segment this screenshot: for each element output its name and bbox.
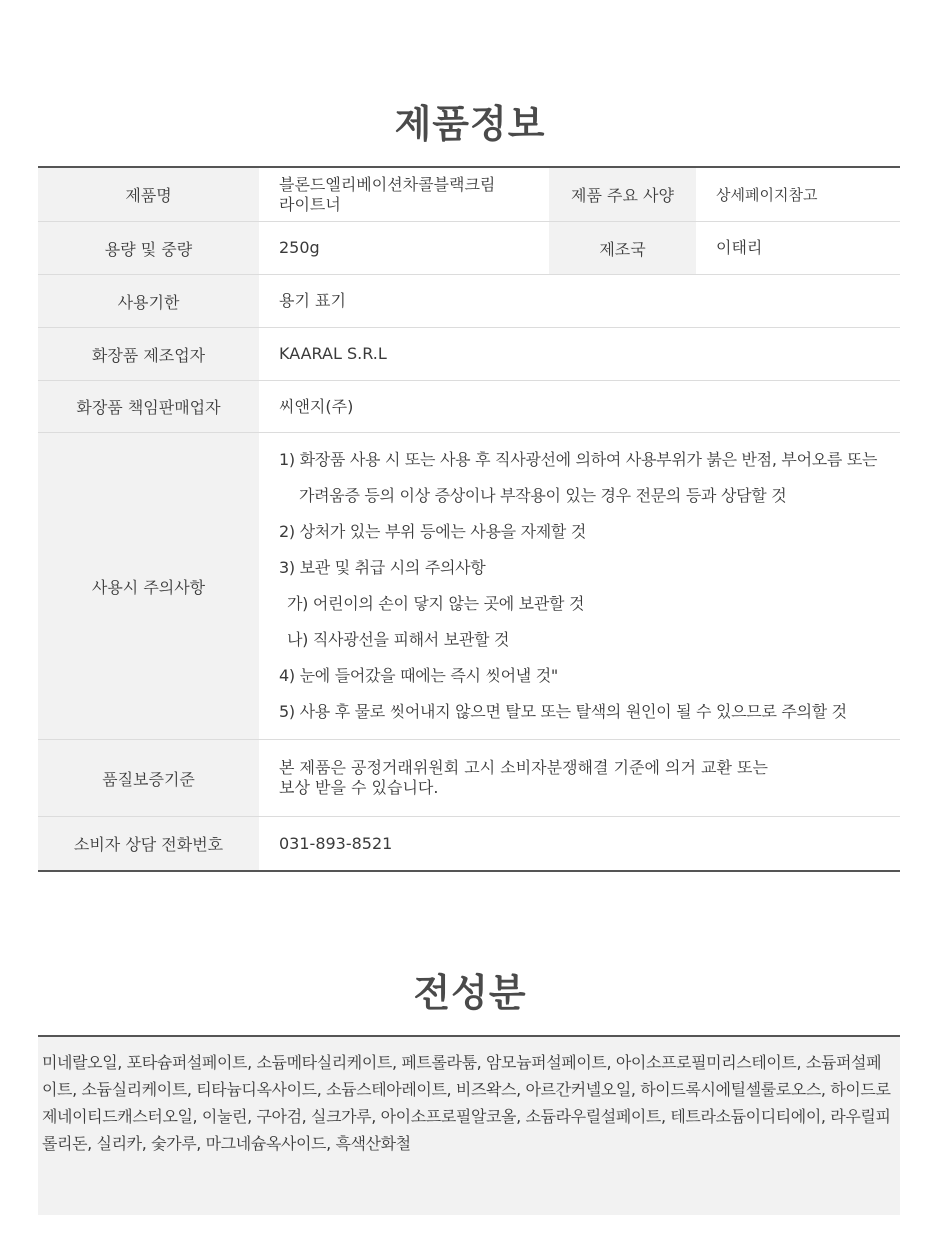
phone-value: 031-893-8521 (279, 833, 393, 853)
caution-line: 3) 보관 및 취급 시의 주의사항 (279, 558, 486, 577)
caution-label: 사용시 주의사항 (38, 433, 259, 739)
table-row (38, 433, 900, 740)
caution-list (259, 433, 900, 739)
product-info-table (38, 166, 900, 872)
product-info-title: 제품정보 (394, 102, 546, 146)
origin-label: 제조국 (549, 222, 696, 274)
caution-line: 가) 어린이의 손이 닿지 않는 곳에 보관할 것 (287, 594, 585, 613)
expiry-label: 사용기한 (38, 275, 259, 327)
expiry-value: 용기 표기 (279, 291, 346, 310)
table-row (38, 222, 900, 275)
product-name-line1: 블론드엘리베이션차콜블랙크림 (279, 174, 496, 194)
volume-label: 용량 및 중량 (38, 222, 259, 274)
ingredients-title: 전성분 (413, 971, 527, 1015)
table-row (38, 275, 900, 328)
caution-line: 4) 눈에 들어갔을 때에는 즉시 씻어낼 것" (279, 666, 558, 685)
caution-line: 1) 화장품 사용 시 또는 사용 후 직사광선에 의하여 사용부위가 붉은 반점, 부어오름 또는 (279, 450, 878, 469)
manufacturer-label: 화장품 제조업자 (38, 328, 259, 380)
product-name-label: 제품명 (38, 168, 259, 221)
product-name-line2: 라이트너 (279, 194, 341, 214)
table-row (38, 168, 900, 222)
caution-line: 5) 사용 후 물로 씻어내지 않으면 탈모 또는 탈색의 원인이 될 수 있으므로 주의할 것 (279, 702, 847, 721)
table-row (38, 381, 900, 433)
phone-label: 소비자 상담 전화번호 (38, 817, 259, 870)
manufacturer-value: KAARAL S.R.L (279, 344, 387, 363)
seller-value: 씨앤지(주) (279, 396, 354, 416)
origin-value: 이태리 (716, 238, 763, 257)
spec-value: 상세페이지참고 (716, 185, 818, 204)
spec-label: 제품 주요 사양 (549, 168, 696, 221)
table-row (38, 328, 900, 381)
seller-label: 화장품 책임판매업자 (38, 381, 259, 432)
ingredients-text: 미네랄오일, 포타슘퍼설페이트, 소듐메타실리케이트, 페트롤라툼, 암모늄퍼설페이트, 아이소프로필미리스테이트, 소듐퍼설페이트, 소듐실리케이트, 티타늄디옥사이드, 소듐스테아레이트, 비즈왁스, 아르간커넬오일, 하이드록시에틸셀룰로오스, 하이드로제네이티드캐스터오일, 이눌린, 구아검, 실크가루, 아이소프로필알코올, 소듐라우릴설페이트, 테트라소듐이디티에이, 라우릴피롤리돈, 실리카, 숯가루, 마그네슘옥사이드, 흑색산화철 (42, 1053, 891, 1153)
table-row (38, 740, 900, 817)
ingredients-box (38, 1035, 900, 1215)
caution-line: 나) 직사광선을 피해서 보관할 것 (287, 630, 510, 649)
quality-line2: 보상 받을 수 있습니다. (279, 778, 439, 797)
caution-line: 2) 상처가 있는 부위 등에는 사용을 자제할 것 (279, 522, 586, 541)
quality-line1: 본 제품은 공정거래위원회 고시 소비자분쟁해결 기준에 의거 교환 또는 (279, 758, 768, 777)
table-row (38, 817, 900, 870)
product-name-value (259, 168, 549, 221)
quality-label: 품질보증기준 (38, 740, 259, 816)
caution-line: 가려움증 등의 이상 증상이나 부작용이 있는 경우 전문의 등과 상담할 것 (299, 486, 787, 505)
quality-value (259, 740, 900, 816)
volume-value: 250g (279, 238, 320, 257)
